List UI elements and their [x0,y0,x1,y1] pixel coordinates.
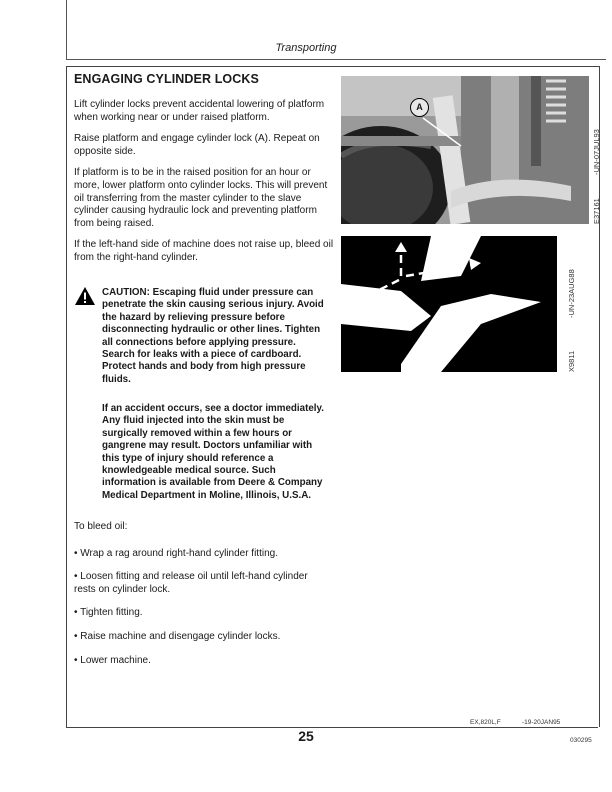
paragraph-raised-position: If platform is to be in the raised position for an hour or more, lower platform onto cylinder locks. This will prevent oil transferring from the master cylinder to the slave cylinder causing hydraulic lock and preventing platform from being raised. [74,167,328,229]
footer-doc-code: EX,820L,F [470,719,501,726]
caution-text: CAUTION: Escaping fluid under pressure can penetrate the skin causing serious injury. Avoid the hazard by relieving pressure before disconnecting hydraulic or other lines. Tighten all connections before applying pressure. Search for leaks with a piece of cardboard. Protect hands and body from high pressure fluids. [102,287,324,385]
bleed-step: • Lower machine. [74,654,151,666]
drawing-code: X9811 [567,350,576,372]
paragraph-purpose: Lift cylinder locks prevent accidental lowering of platform when working near or under raised platform. [74,99,325,123]
accident-block [102,403,332,502]
bleed-step: • Wrap a rag around right-hand cylinder fitting. [74,547,278,559]
cylinder-lock-photo [341,76,589,224]
bleed-step: • Raise machine and disengage cylinder locks. [74,630,281,642]
accident-text: If an accident occurs, see a doctor immediately. Any fluid injected into the skin must be surgically removed within a few hours or gangrene may result. Doctors unfamiliar with this type of injury should reference a knowledgeable medical source. Such information is available from Deere & Company Medical Department in Moline, Illinois, U.S.A. [102,403,324,501]
footer-doc-date: -19-20JAN95 [522,719,561,726]
bleed-procedure [74,521,374,667]
photo-code: E37161 [592,198,601,224]
caution-block [102,287,326,386]
section-title: ENGAGING CYLINDER LOCKS [74,72,259,86]
bleed-step: • Loosen fitting and release oil until left-hand cylinder rests on cylinder lock. [74,571,308,595]
header-rule [66,59,606,60]
high-pressure-warning-drawing [341,236,557,372]
page-header-title: Transporting [275,42,337,54]
bleed-intro: To bleed oil: [74,521,128,532]
paragraph-left-hand: If the left-hand side of machine does not raise up, bleed oil from the right-hand cylinder. [74,239,334,263]
drawing-date-code: -UN-23AUG88 [567,269,576,318]
bleed-step: • Tighten fitting. [74,607,143,619]
photo-date-code: -UN-07JUL93 [592,129,601,175]
warning-triangle-icon [74,286,96,306]
footer-small-code: 030295 [570,737,592,744]
intro-paragraphs [74,99,336,265]
callout-a: A [410,98,429,117]
paragraph-engage: Raise platform and engage cylinder lock (A). Repeat on opposite side. [74,133,320,157]
page-number: 25 [298,728,314,744]
